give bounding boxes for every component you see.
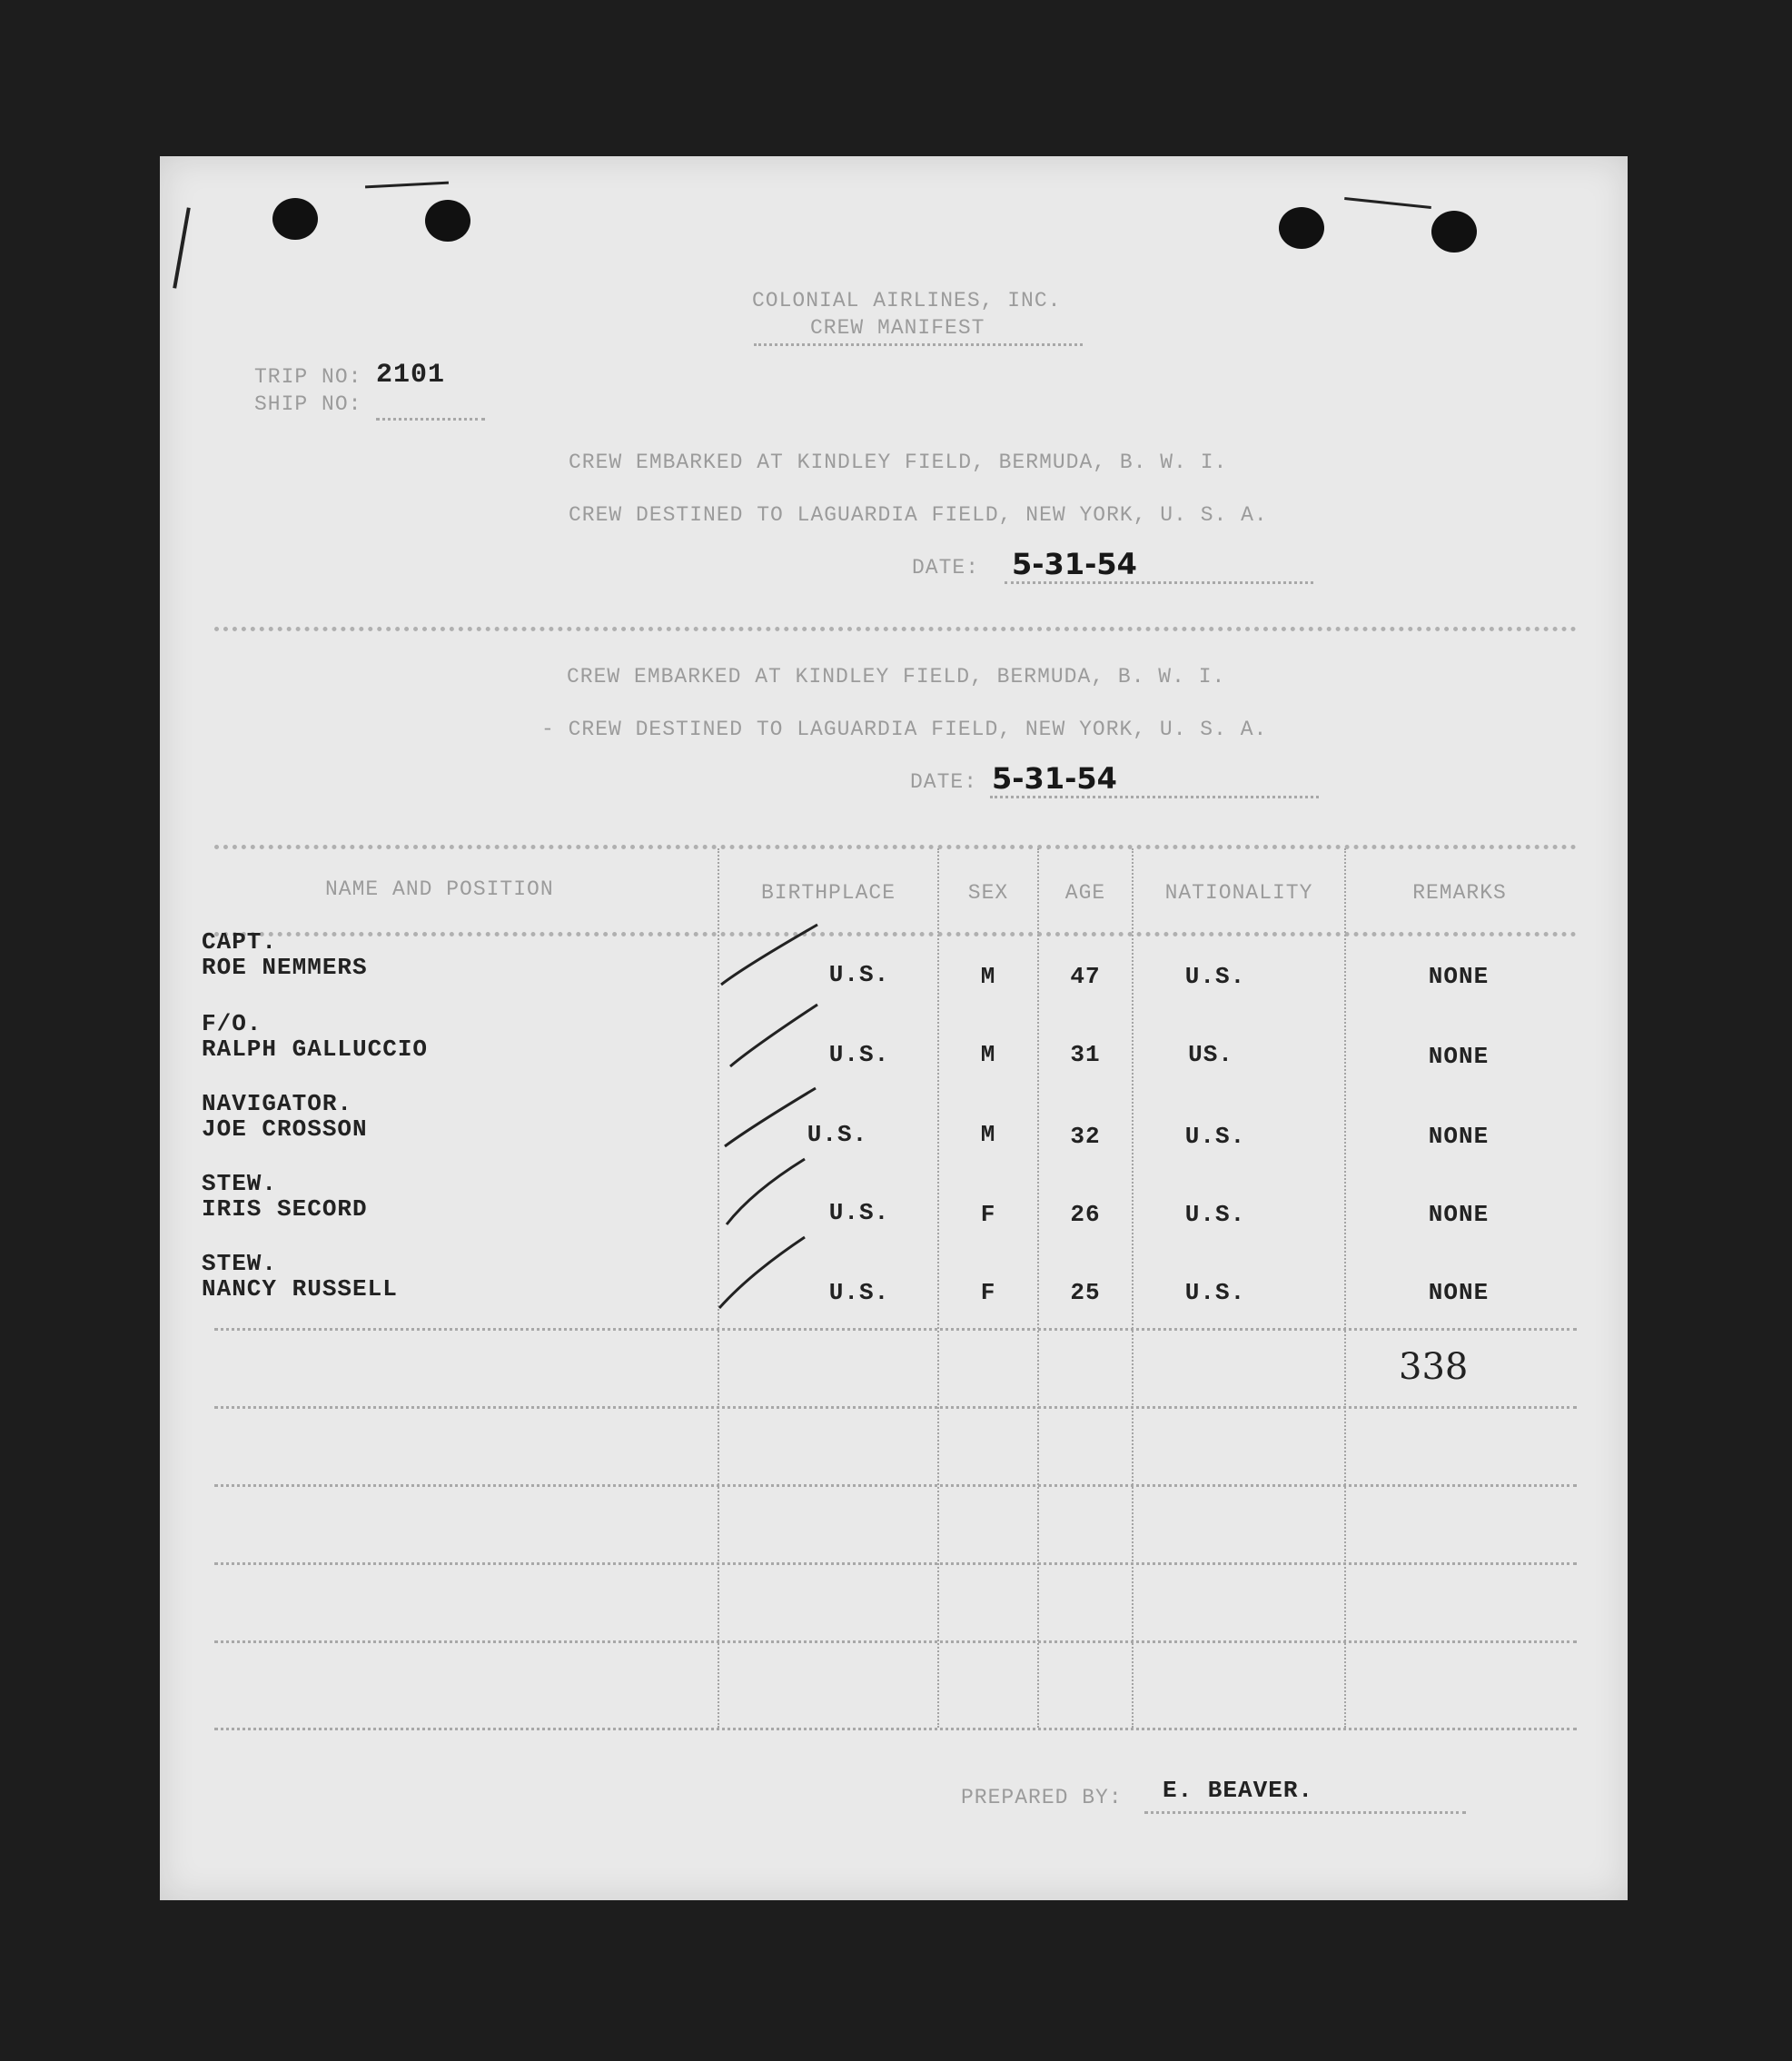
prepared-by-label: PREPARED BY: xyxy=(961,1786,1123,1809)
crew-remarks: NONE xyxy=(1428,1043,1490,1070)
destined-line-2: - CREW DESTINED TO LAGUARDIA FIELD, NEW YORK, U. S. A. xyxy=(541,718,1268,741)
date-label-2: DATE: xyxy=(910,770,978,794)
crew-name: ROE NEMMERS xyxy=(202,954,368,981)
document-title: CREW MANIFEST xyxy=(810,316,985,340)
stamped-number: 338 xyxy=(1399,1346,1469,1388)
ship-label: SHIP NO: xyxy=(254,392,362,416)
crew-position: F/O. xyxy=(202,1010,262,1037)
section-divider xyxy=(214,627,1577,631)
crew-position: STEW. xyxy=(202,1170,278,1197)
crew-remarks: NONE xyxy=(1428,1123,1490,1150)
column-header-sex: SEX xyxy=(967,881,1009,905)
crew-age: 47 xyxy=(1070,963,1101,990)
crew-sex: M xyxy=(980,1041,996,1068)
table-row-line xyxy=(214,1328,1577,1331)
crew-birthplace: U.S. xyxy=(807,1121,868,1148)
crew-nationality: U.S. xyxy=(1184,1279,1246,1306)
column-header-name: NAME AND POSITION xyxy=(325,877,554,901)
crew-position: NAVIGATOR. xyxy=(202,1090,353,1117)
destined-line-1: CREW DESTINED TO LAGUARDIA FIELD, NEW YORK, U. S. A. xyxy=(569,503,1268,527)
column-header-age: AGE xyxy=(1064,881,1106,905)
prepared-by-name: E. BEAVER. xyxy=(1163,1777,1314,1804)
edge-mark xyxy=(173,207,191,288)
crew-name: NANCY RUSSELL xyxy=(202,1275,398,1303)
table-row-line xyxy=(214,1562,1577,1565)
crew-remarks: NONE xyxy=(1428,1201,1490,1228)
punch-hole-3 xyxy=(1279,207,1324,249)
ship-underline xyxy=(376,418,485,421)
company-name: COLONIAL AIRLINES, INC. xyxy=(752,289,1062,312)
date-label-1: DATE: xyxy=(912,556,980,580)
punch-hole-2 xyxy=(425,200,470,242)
crew-birthplace: U.S. xyxy=(828,961,890,988)
crew-age: 31 xyxy=(1070,1041,1101,1068)
date-underline-2 xyxy=(990,796,1319,798)
embarked-line-1: CREW EMBARKED AT KINDLEY FIELD, BERMUDA, B. W. I. xyxy=(569,451,1228,474)
table-row-line xyxy=(214,1406,1577,1409)
table-top-border xyxy=(214,845,1577,849)
crew-name: IRIS SECORD xyxy=(202,1195,368,1223)
crew-age: 32 xyxy=(1070,1123,1101,1150)
column-header-remarks: REMARKS xyxy=(1412,881,1507,905)
column-divider xyxy=(1344,848,1346,1728)
crew-birthplace: U.S. xyxy=(828,1199,890,1226)
column-header-nationality: NATIONALITY xyxy=(1164,881,1313,905)
table-header-border xyxy=(214,932,1577,936)
fastener-mark xyxy=(365,182,449,189)
crew-age: 26 xyxy=(1070,1201,1101,1228)
embarked-line-2: CREW EMBARKED AT KINDLEY FIELD, BERMUDA, B. W. I. xyxy=(567,665,1226,689)
crew-birthplace: U.S. xyxy=(828,1041,890,1068)
crew-sex: M xyxy=(980,963,996,990)
prepared-by-underline xyxy=(1144,1811,1466,1814)
date-underline-1 xyxy=(1005,581,1313,584)
table-bottom-border xyxy=(214,1728,1577,1730)
crew-sex: M xyxy=(980,1121,996,1148)
crew-remarks: NONE xyxy=(1428,1279,1490,1306)
crew-age: 25 xyxy=(1070,1279,1101,1306)
crew-birthplace: U.S. xyxy=(828,1279,890,1306)
punch-hole-1 xyxy=(272,198,318,240)
crew-name: JOE CROSSON xyxy=(202,1115,368,1143)
fastener-mark xyxy=(1344,197,1431,209)
date-value-1: 5-31-54 xyxy=(1012,547,1137,581)
crew-nationality: U.S. xyxy=(1184,963,1246,990)
crew-position: STEW. xyxy=(202,1250,278,1277)
crew-name: RALPH GALLUCCIO xyxy=(202,1035,429,1063)
punch-hole-4 xyxy=(1431,211,1477,253)
crew-nationality: US. xyxy=(1188,1041,1233,1068)
crew-sex: F xyxy=(980,1201,996,1228)
crew-nationality: U.S. xyxy=(1184,1201,1246,1228)
column-header-birthplace: BIRTHPLACE xyxy=(760,881,896,905)
table-row-line xyxy=(214,1484,1577,1487)
trip-label: TRIP NO: xyxy=(254,365,362,389)
crew-sex: F xyxy=(980,1279,996,1306)
crew-position: CAPT. xyxy=(202,928,278,956)
date-value-2: 5-31-54 xyxy=(992,761,1117,796)
crew-remarks: NONE xyxy=(1428,963,1490,990)
table-row-line xyxy=(214,1640,1577,1643)
manifest-page xyxy=(160,156,1628,1900)
title-underline xyxy=(754,343,1083,346)
crew-nationality: U.S. xyxy=(1184,1123,1246,1150)
trip-number: 2101 xyxy=(376,360,446,391)
